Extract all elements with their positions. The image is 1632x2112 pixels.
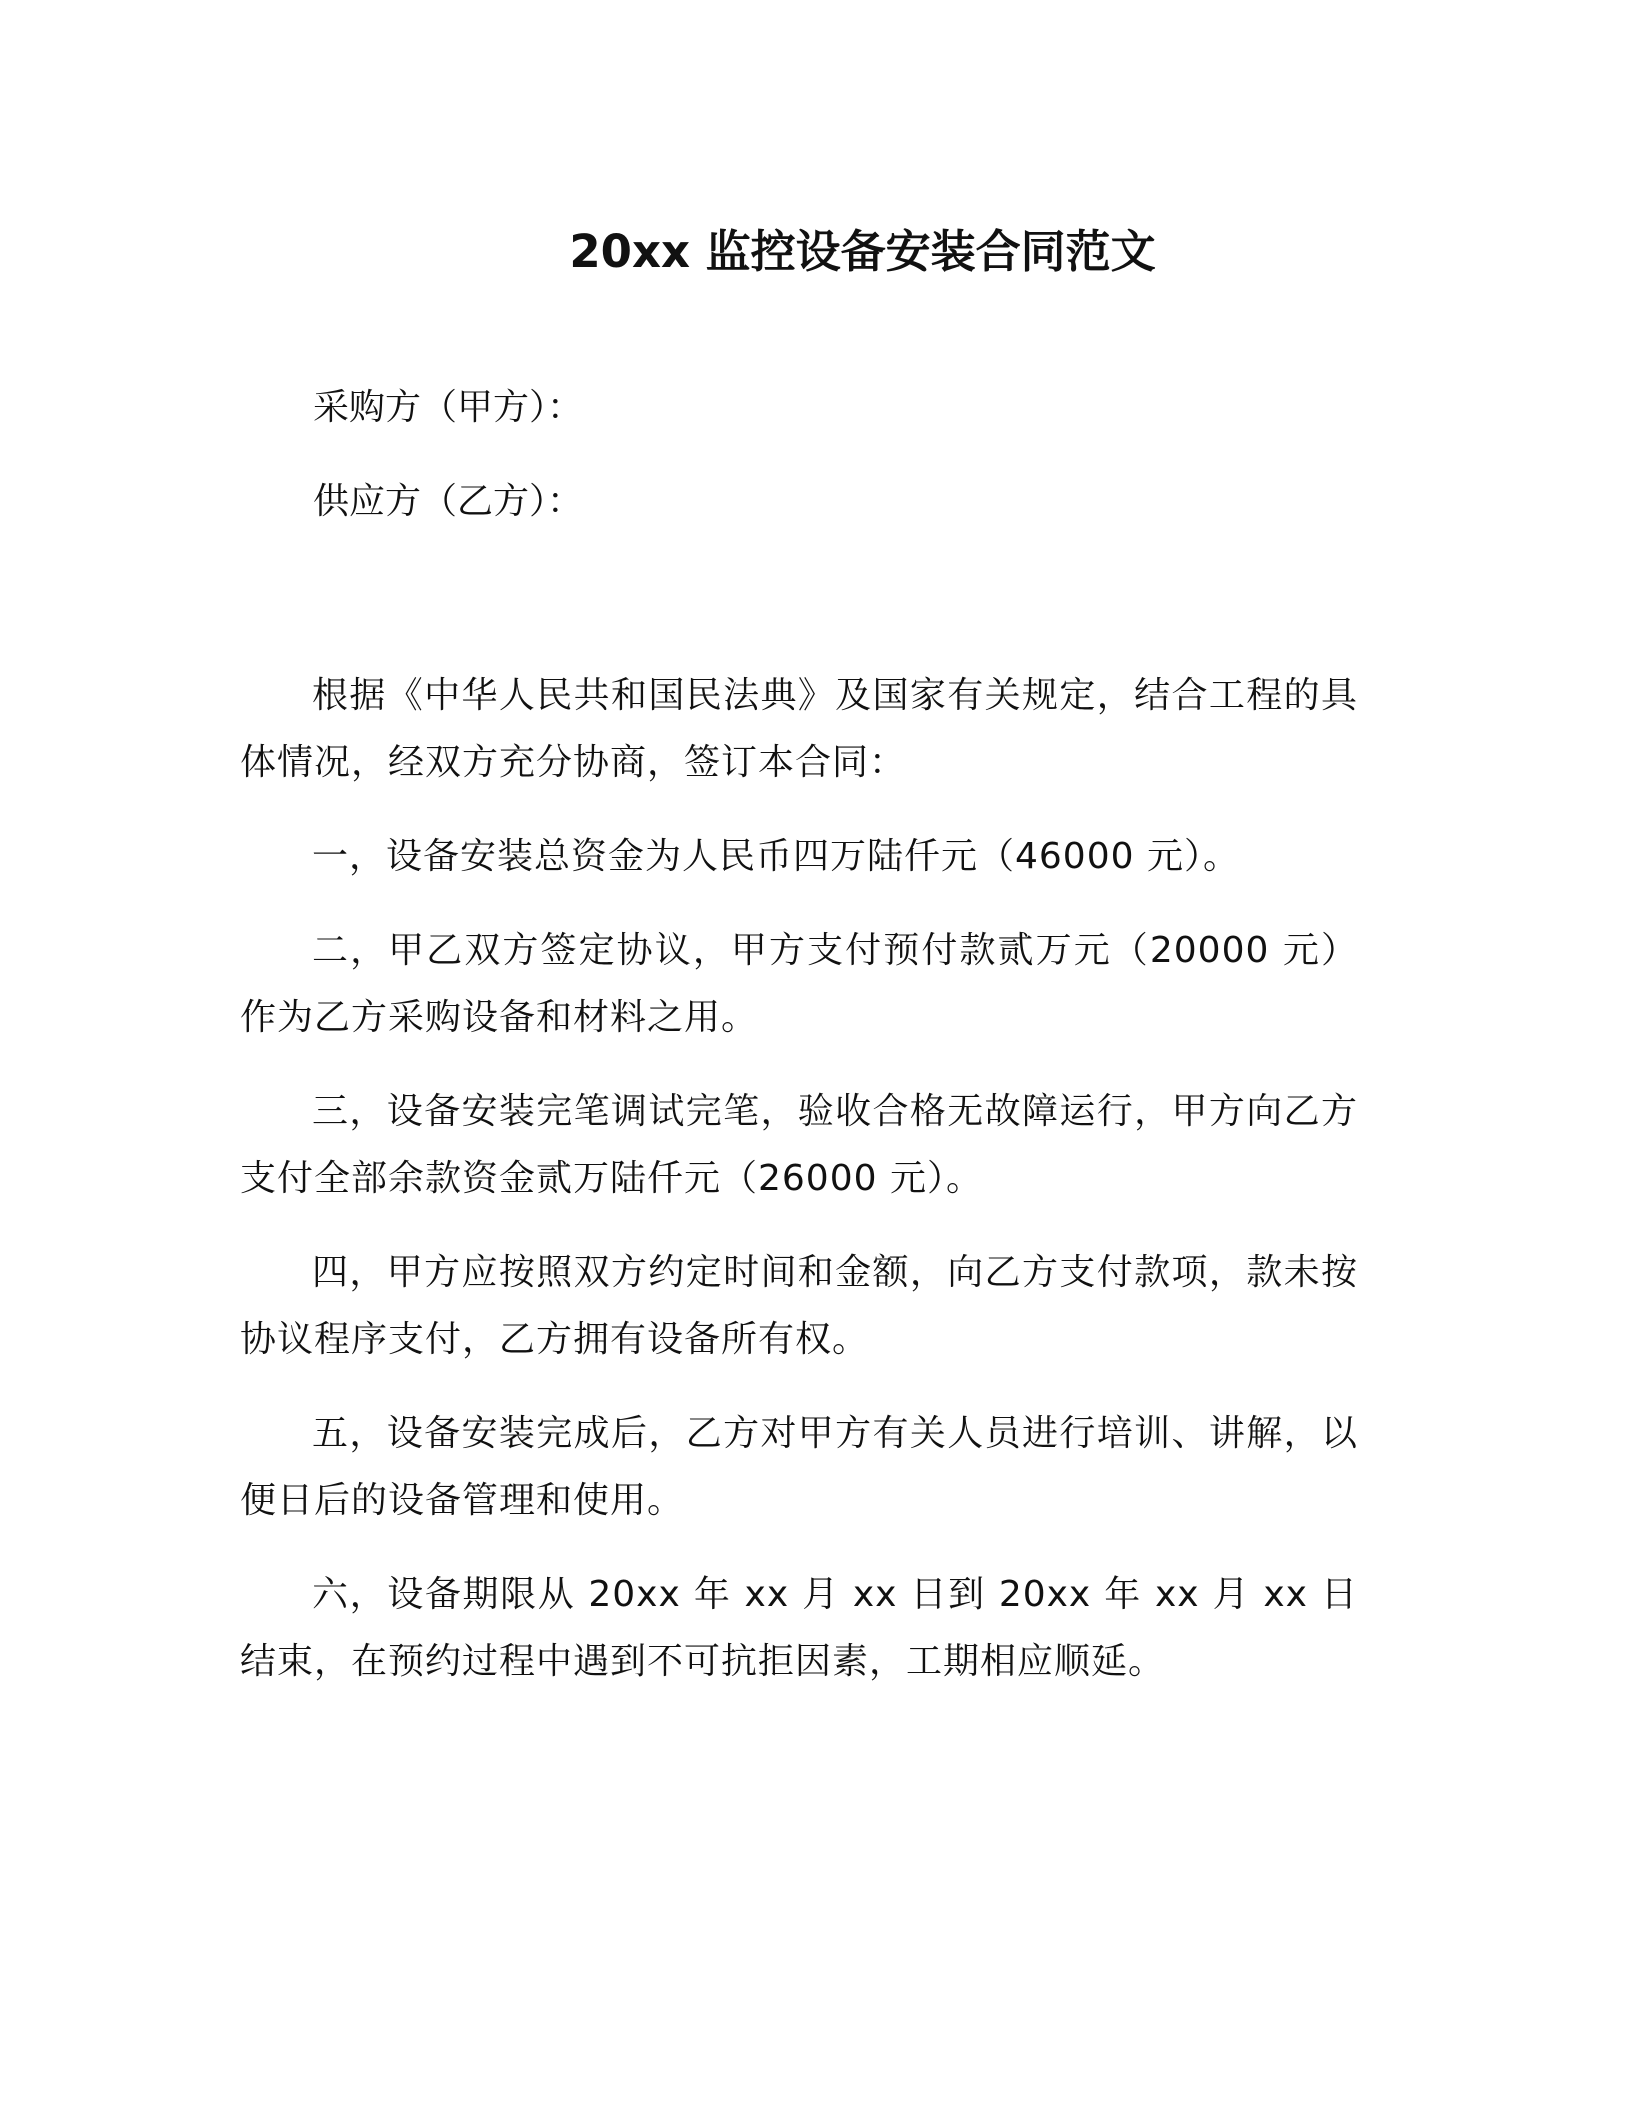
clause-4: 四，甲方应按照双方约定时间和金额，向乙方支付款项，款未按协议程序支付，乙方拥有设备所有权。 — [240, 1252, 1358, 1360]
party-a-label: 采购方（甲方）： — [313, 387, 584, 428]
intro-paragraph: 根据《中华人民共和国民法典》及国家有关规定，结合工程的具体情况，经双方充分协商，签订本合同： — [240, 675, 1358, 783]
clause-2: 二，甲乙双方签定协议，甲方支付预付款贰万元（20000 元）作为乙方采购设备和材料之用。 — [240, 930, 1358, 1038]
clause-3: 三，设备安装完笔调试完笔，验收合格无故障运行，甲方向乙方支付全部余款资金贰万陆仟元（26000 元）。 — [240, 1091, 1358, 1199]
party-b-label: 供应方（乙方）： — [313, 481, 584, 522]
clause-1: 一，设备安装总资金为人民币四万陆仟元（46000 元）。 — [312, 836, 1240, 877]
contract-body — [240, 662, 1358, 1722]
clause-6: 六，设备期限从 20xx 年 xx 月 xx 日到 20xx 年 xx 月 xx 日结束，在预约过程中遇到不可抗拒因素，工期相应顺延。 — [240, 1574, 1358, 1682]
document-title: 20xx 监控设备安装合同范文 — [569, 225, 1156, 278]
clause-5: 五，设备安装完成后，乙方对甲方有关人员进行培训、讲解，以便日后的设备管理和使用。 — [240, 1413, 1358, 1521]
